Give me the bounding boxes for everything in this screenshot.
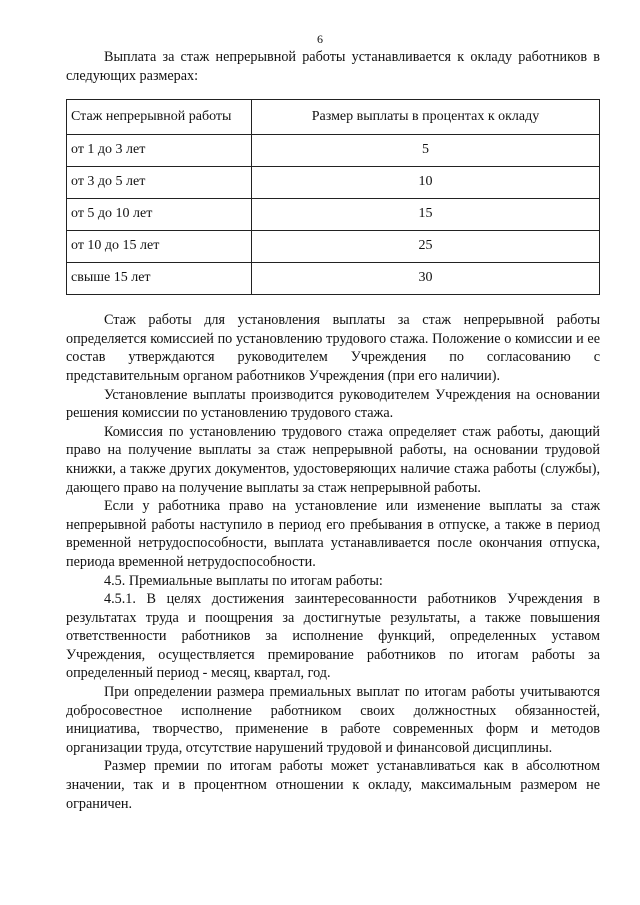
- experience-cell: от 10 до 15 лет: [67, 231, 252, 263]
- paragraph-stazh-commission: Стаж работы для установления выплаты за стаж непрерывной работы определяется комиссией по установлению трудового стажа. Положение о комиссии и ее состав утверждаются руководителем Учреждения по согласованию с представительным органом работников Учреждения (при его наличии).: [66, 312, 600, 384]
- column-header-percent: Размер выплаты в процентах к окладу: [252, 100, 600, 135]
- paragraph-vacation-case: Если у работника право на установление или изменение выплаты за стаж непрерывной работы наступило в период его пребывания в отпуске, а также в период временной нетрудоспособности, выплата устанавливается после окончания отпуска, периода временной нетрудоспособности.: [66, 498, 600, 570]
- table-header-row: [67, 100, 600, 135]
- percent-cell: 25: [252, 231, 600, 263]
- table-row: [67, 199, 600, 231]
- experience-cell: от 3 до 5 лет: [67, 167, 252, 199]
- page-number: 6: [317, 32, 323, 46]
- experience-cell: свыше 15 лет: [67, 263, 252, 295]
- paragraph-bonus-size: Размер премии по итогам работы может устанавливаться как в абсолютном значении, так и в процентном отношении к окладу, максимальным размером не ограничен.: [66, 758, 600, 812]
- section-heading-4-5: 4.5. Премиальные выплаты по итогам работы:: [104, 572, 383, 589]
- table-row: [67, 167, 600, 199]
- paragraph-establishment: Установление выплаты производится руководителем Учреждения на основании решения комиссии по установлению трудового стажа.: [66, 386, 600, 422]
- percent-cell: 10: [252, 167, 600, 199]
- table-row: [67, 231, 600, 263]
- paragraph-bonus-criteria: При определении размера премиальных выплат по итогам работы учитываются добросовестное исполнение работником своих должностных обязанностей, инициатива, творчество, применение в работе современных форм и методов организации труда, отсутствие нарушений трудовой и финансовой дисциплины.: [66, 684, 600, 756]
- percent-cell: 5: [252, 135, 600, 167]
- paragraph-commission-duties: Комиссия по установлению трудового стажа определяет стаж работы, дающий право на получение выплаты за стаж непрерывной работы, на основании трудовой книжки, а также других документов, удостоверяющих наличие стажа работы (службы), дающего право на получение выплаты за стаж непрерывной работы.: [66, 423, 600, 496]
- table-row: [67, 135, 600, 167]
- experience-cell: от 5 до 10 лет: [67, 199, 252, 231]
- table-row: [67, 263, 600, 295]
- percent-cell: 15: [252, 199, 600, 231]
- experience-cell: от 1 до 3 лет: [67, 135, 252, 167]
- paragraph-4-5-1: 4.5.1. В целях достижения заинтересованности работников Учреждения в результатах труда и поощрения за достигнутые результаты, а также повышения ответственности работников за исполнение функций, определенных уставом Учреждения, осуществляется премирование работников по итогам работы за определенный период - месяц, квартал, год.: [66, 591, 600, 682]
- document-body: [66, 48, 600, 813]
- percent-cell: 30: [252, 263, 600, 295]
- intro-paragraph: Выплата за стаж непрерывной работы устанавливается к окладу работников в следующих размерах:: [66, 49, 600, 84]
- column-header-experience: Стаж непрерывной работы: [67, 100, 252, 135]
- payment-table: [66, 99, 600, 295]
